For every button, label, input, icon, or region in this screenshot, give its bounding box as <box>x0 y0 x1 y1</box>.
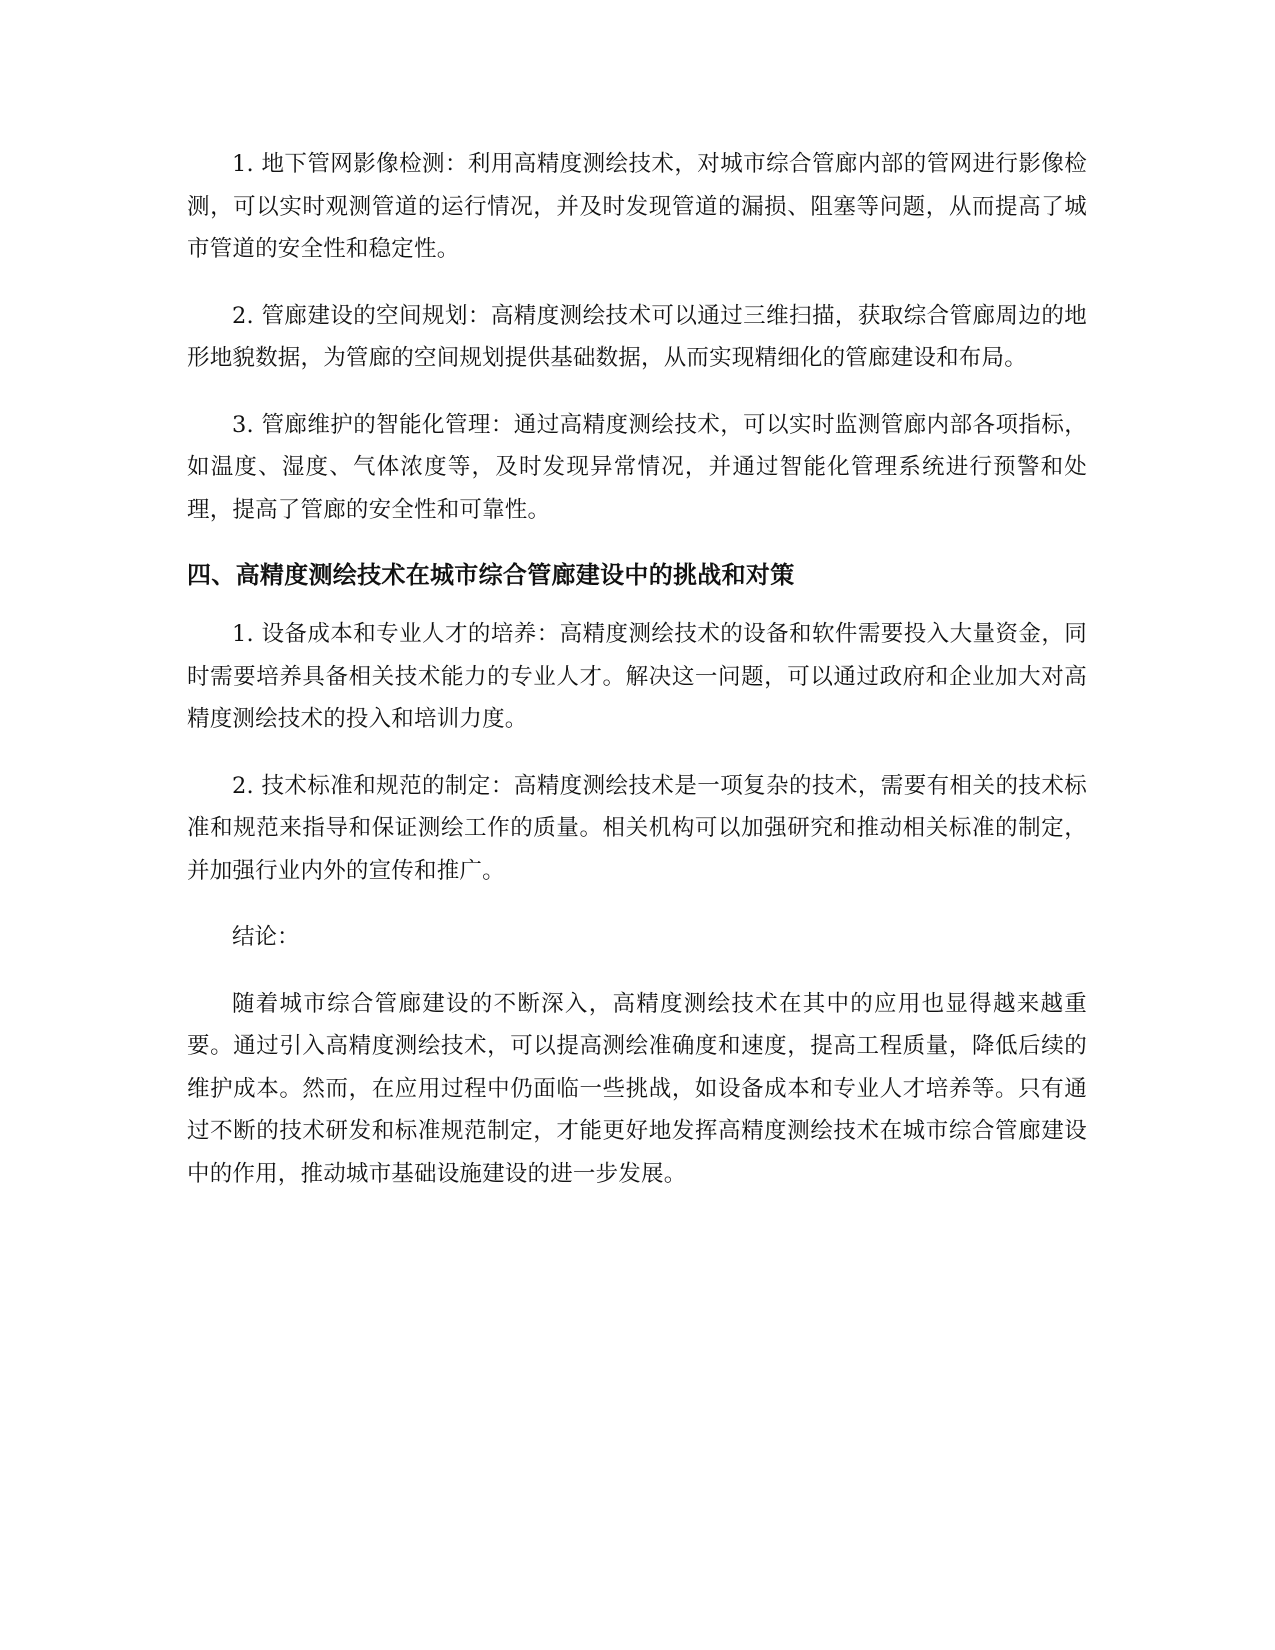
section4-item-1: 1. 设备成本和专业人才的培养：高精度测绘技术的设备和软件需要投入大量资金，同时需要培养具备相关技术能力的专业人才。解决这一问题，可以通过政府和企业加大对高精度测绘技术的投入和培训力度。 <box>187 621 1087 732</box>
section3-item-3: 3. 管廊维护的智能化管理：通过高精度测绘技术，可以实时监测管廊内部各项指标，如温度、湿度、气体浓度等，及时发现异常情况，并通过智能化管理系统进行预警和处理，提高了管廊的安全性和可靠性。 <box>187 411 1087 523</box>
section3-item-1: 1. 地下管网影像检测：利用高精度测绘技术，对城市综合管廊内部的管网进行影像检测，可以实时观测管道的运行情况，并及时发现管道的漏损、阻塞等问题，从而提高了城市管道的安全性和稳定性。 <box>187 151 1087 262</box>
section4-item-2: 2. 技术标准和规范的制定：高精度测绘技术是一项复杂的技术，需要有相关的技术标准和规范来指导和保证测绘工作的质量。相关机构可以加强研究和推动相关标准的制定，并加强行业内外的宣传和推广。 <box>187 772 1087 884</box>
document-page <box>187 143 1087 1219</box>
section4-heading: 四、高精度测绘技术在城市综合管廊建设中的挑战和对策 <box>187 561 795 589</box>
conclusion-text: 随着城市综合管廊建设的不断深入，高精度测绘技术在其中的应用也显得越来越重要。通过引入高精度测绘技术，可以提高测绘准确度和速度，提高工程质量，降低后续的维护成本。然而，在应用过程中仍面临一些挑战，如设备成本和专业人才培养等。只有通过不断的技术研发和标准规范制定，才能更好地发挥高精度测绘技术在城市综合管廊建设中的作用，推动城市基础设施建设的进一步发展。 <box>187 990 1087 1187</box>
section3-item-2: 2. 管廊建设的空间规划：高精度测绘技术可以通过三维扫描，获取综合管廊周边的地形地貌数据，为管廊的空间规划提供基础数据，从而实现精细化的管廊建设和布局。 <box>187 302 1087 371</box>
conclusion-label: 结论： <box>232 924 300 950</box>
